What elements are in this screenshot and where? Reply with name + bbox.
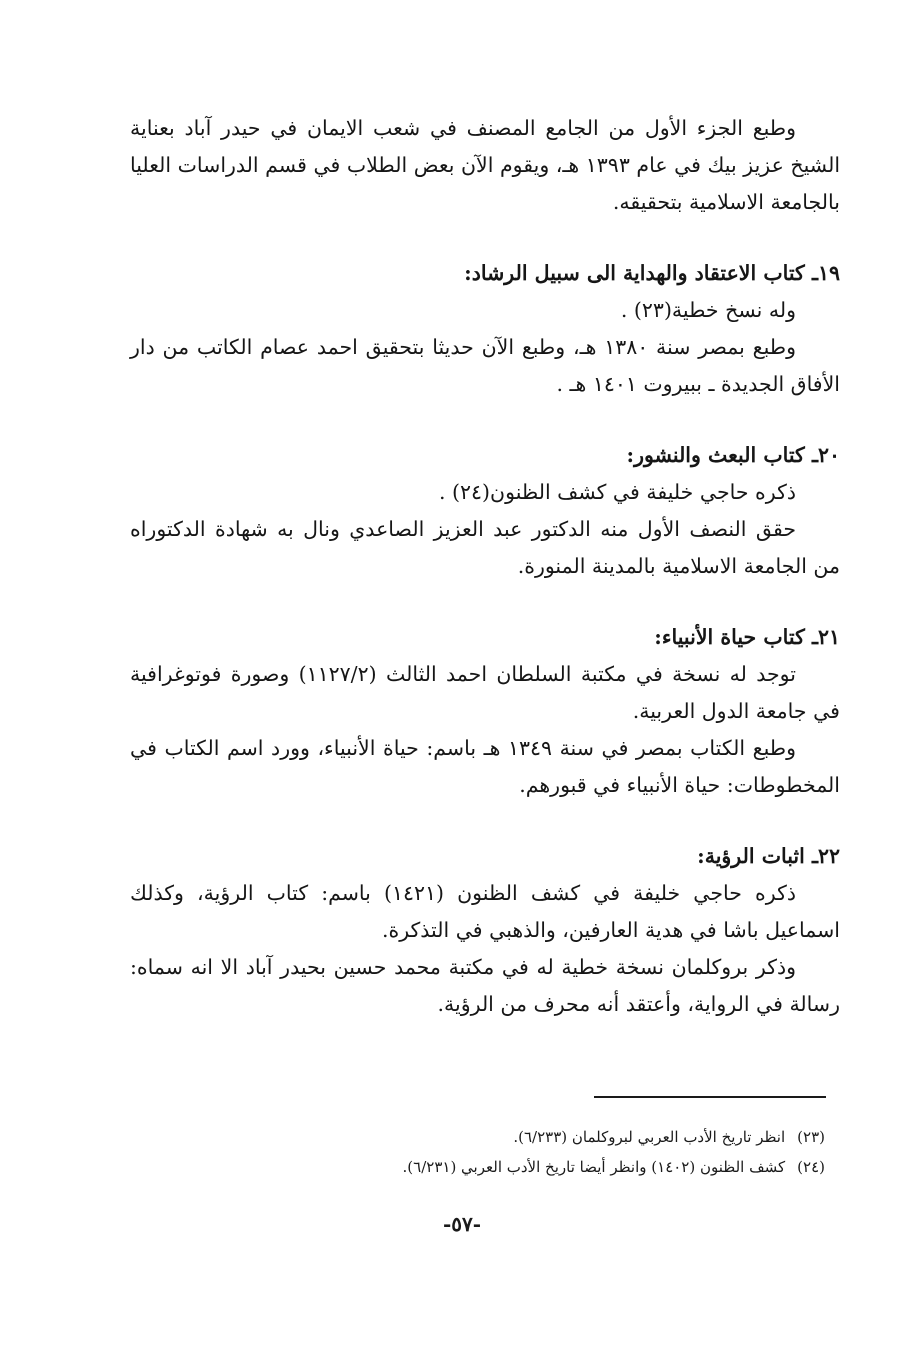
section-paragraph: ذكره حاجي خليفة في كشف الظنون (١٤٢١) باسم: كتاب الرؤية، وكذلك اسماعيل باشا في هدية العارفين، والذهبي في التذكرة. <box>130 881 840 942</box>
intro-paragraph: وطبع الجزء الأول من الجامع المصنف في شعب الايمان في حيدر آباد بعناية الشيخ عزيز بيك في عام ١٣٩٣ هـ، ويقوم الآن بعض الطلاب في قسم الدراسات العليا بالجامعة الاسلامية بتحقيقه. <box>130 116 841 214</box>
section-paragraph: ذكره حاجي خليفة في كشف الظنون(٢٤) . <box>438 480 796 504</box>
section-paragraph: توجد له نسخة في مكتبة السلطان احمد الثالث (١١٢٧/٢) وصورة فوتوغرافية في جامعة الدول العربية. <box>130 662 840 723</box>
section-22 <box>130 838 840 1023</box>
section-paragraph: وذكر بروكلمان نسخة خطية له في مكتبة محمد حسين بحيدر آباد الا انه سماه: رسالة في الرواية، وأعتقد أنه محرف من الرؤية. <box>130 955 840 1016</box>
section-heading: ١٩ـ كتاب الاعتقاد والهداية الى سبيل الرشاد: <box>464 261 840 285</box>
footnote-text: كشف الظنون (١٤٠٢) وانظر أيضا تاريخ الأدب العربي (٦/٢٣١). <box>402 1158 786 1176</box>
section-paragraph: وطبع بمصر سنة ١٣٨٠ هـ، وطبع الآن حديثا بتحقيق احمد عصام الكاتب من دار الأفاق الجديدة ـ ببيروت ١٤٠١ هـ . <box>130 335 840 396</box>
page-body <box>130 110 840 1023</box>
footnote-text: انظر تاريخ الأدب العربي لبروكلمان (٦/٢٣٣). <box>513 1128 786 1146</box>
section-20 <box>130 437 840 585</box>
section-paragraph: حقق النصف الأول منه الدكتور عبد العزيز الصاعدي ونال به شهادة الدكتوراه من الجامعة الاسلامية بالمدينة المنورة. <box>130 517 840 578</box>
section-heading: ٢٠ـ كتاب البعث والنشور: <box>626 443 840 467</box>
footnote-number: (٢٤) <box>797 1158 825 1176</box>
footnote-24 <box>130 1152 825 1182</box>
footnotes <box>130 1122 825 1182</box>
section-heading: ٢١ـ كتاب حياة الأنبياء: <box>654 625 840 649</box>
section-paragraph: وطبع الكتاب بمصر في سنة ١٣٤٩ هـ باسم: حياة الأنبياء، وورد اسم الكتاب في المخطوطات: حياة الأنبياء في قبورهم. <box>130 736 840 797</box>
section-paragraph: وله نسخ خطية(٢٣) . <box>620 298 796 322</box>
footnote-number: (٢٣) <box>797 1128 825 1146</box>
section-21 <box>130 619 840 804</box>
section-heading: ٢٢ـ اثبات الرؤية: <box>697 844 840 868</box>
section-19 <box>130 255 840 403</box>
footnote-23 <box>130 1122 825 1152</box>
page-number: -٥٧- <box>442 1212 482 1236</box>
footnote-divider <box>594 1096 826 1098</box>
